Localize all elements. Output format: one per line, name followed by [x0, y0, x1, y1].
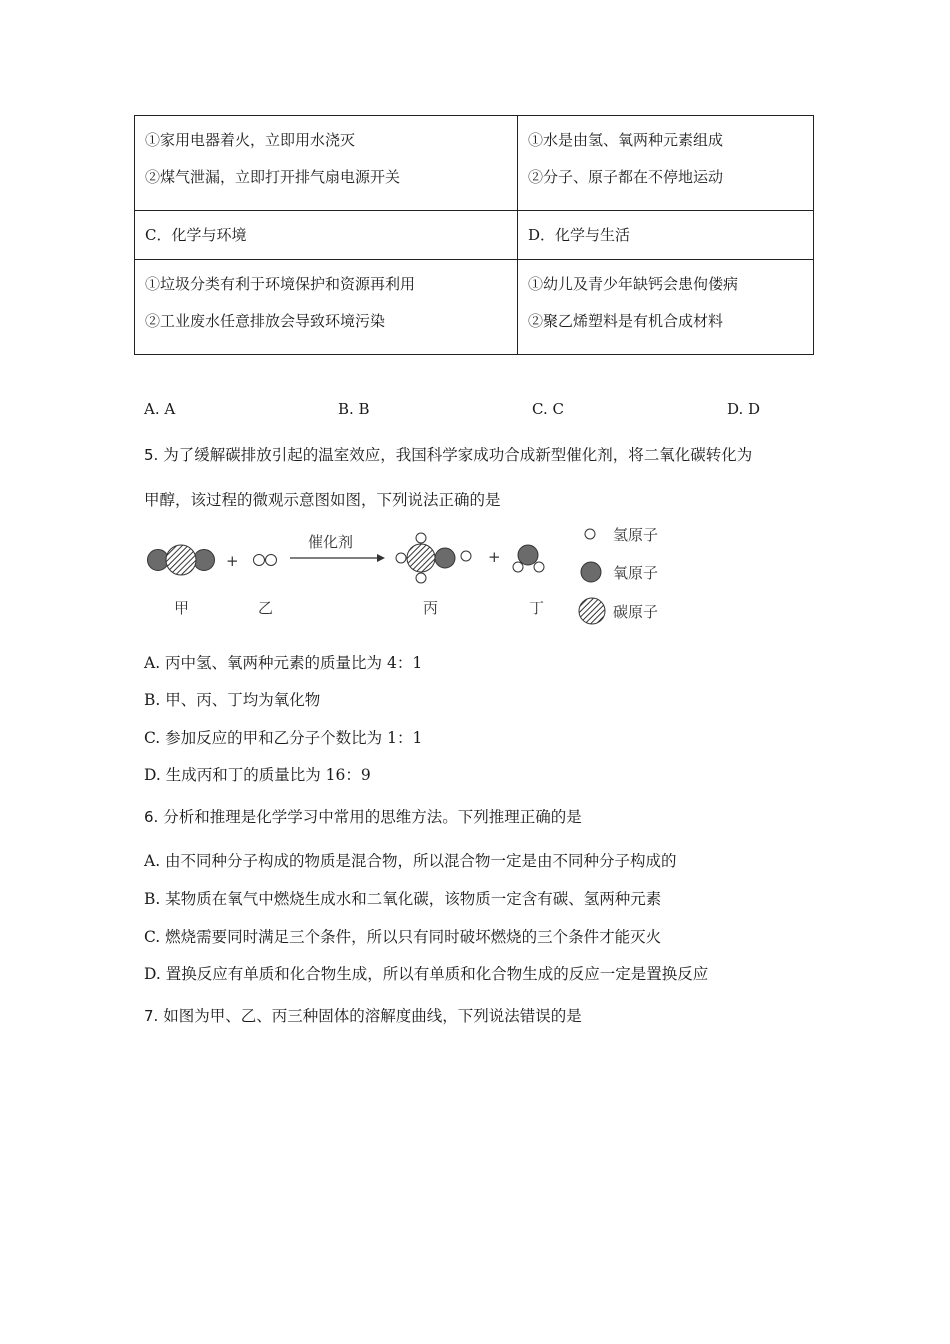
q6-option-c: C. 燃烧需要同时满足三个条件，所以只有同时破坏燃烧的三个条件才能灭火 — [144, 928, 662, 946]
question-number: 5. — [144, 446, 159, 464]
hydrogen-legend-icon — [585, 529, 595, 539]
table-item: ①水是由氢、氧两种元素组成 — [528, 131, 724, 149]
q6-option-d: D. 置换反应有单质和化合物生成，所以有单质和化合物生成的反应一定是置换反应 — [144, 965, 709, 983]
table-item: ①家用电器着火，立即用水浇灭 — [145, 131, 356, 149]
q4-option-c: C. C — [532, 400, 564, 418]
table-row — [135, 116, 814, 211]
q4-option-b: B. B — [338, 400, 370, 418]
legend — [579, 526, 658, 624]
table-row — [135, 260, 814, 355]
q6-option-a: A. 由不同种分子构成的物质是混合物，所以混合物一定是由不同种分子构成的 — [144, 852, 677, 870]
table-item: ②工业废水任意排放会导致环境污染 — [145, 312, 386, 330]
molecule-label-bing: 丙 — [423, 599, 439, 617]
catalyst-label: 催化剂 — [308, 533, 354, 551]
question-number: 6. — [144, 808, 159, 826]
reaction-diagram — [140, 525, 680, 635]
knowledge-table — [134, 115, 814, 355]
legend-hydrogen: 氢原子 — [613, 526, 659, 544]
q5-stem-line1 — [144, 443, 752, 465]
table-cell — [135, 116, 518, 211]
table-cell — [518, 116, 814, 211]
molecule-label-jia: 甲 — [174, 599, 190, 617]
legend-carbon: 碳原子 — [613, 603, 659, 621]
legend-oxygen: 氧原子 — [613, 564, 659, 582]
water-molecule — [513, 545, 544, 572]
table-item: ①垃圾分类有利于环境保护和资源再利用 — [145, 275, 416, 293]
table-item: ①幼儿及青少年缺钙会患佝偻病 — [528, 275, 739, 293]
molecule-label-ding: 丁 — [529, 599, 545, 617]
table-row — [135, 211, 814, 260]
carbon-legend-icon — [579, 598, 605, 624]
table-header-cell: C．化学与环境 — [135, 211, 518, 260]
molecule-label-yi: 乙 — [258, 599, 274, 617]
question-text: 分析和推理是化学学习中常用的思维方法。下列推理正确的是 — [163, 808, 582, 826]
q5-option-d: D. 生成丙和丁的质量比为 16：9 — [144, 766, 371, 784]
reaction-arrow — [290, 554, 385, 562]
table-cell — [518, 260, 814, 355]
oxygen-legend-icon — [581, 562, 601, 582]
question-number: 7. — [144, 1007, 159, 1025]
table-item: ②分子、原子都在不停地运动 — [528, 168, 724, 186]
co2-molecule — [148, 545, 215, 575]
plus-sign: + — [488, 548, 501, 566]
h2-molecule — [254, 555, 277, 566]
table-header-cell: D．化学与生活 — [518, 211, 814, 260]
table-item: ②聚乙烯塑料是有机合成材料 — [528, 312, 724, 330]
table-item: ②煤气泄漏，立即打开排气扇电源开关 — [145, 168, 401, 186]
q5-stem-line2: 甲醇，该过程的微观示意图如图，下列说法正确的是 — [144, 491, 501, 509]
q6-option-b: B. 某物质在氧气中燃烧生成水和二氧化碳，该物质一定含有碳、氢两种元素 — [144, 890, 662, 908]
q6-stem — [144, 805, 582, 827]
table-cell — [135, 260, 518, 355]
plus-sign: + — [226, 552, 239, 570]
q5-option-c: C. 参加反应的甲和乙分子个数比为 1：1 — [144, 729, 423, 747]
q5-option-a: A. 丙中氢、氧两种元素的质量比为 4：1 — [144, 654, 423, 672]
question-text: 为了缓解碳排放引起的温室效应，我国科学家成功合成新型催化剂，将二氧化碳转化为 — [163, 446, 753, 464]
q7-stem — [144, 1004, 582, 1026]
q4-option-a: A. A — [144, 400, 176, 418]
methanol-molecule — [396, 533, 471, 583]
question-text: 如图为甲、乙、丙三种固体的溶解度曲线，下列说法错误的是 — [163, 1007, 582, 1025]
q4-option-d: D. D — [727, 400, 761, 418]
q5-option-b: B. 甲、丙、丁均为氧化物 — [144, 691, 321, 709]
